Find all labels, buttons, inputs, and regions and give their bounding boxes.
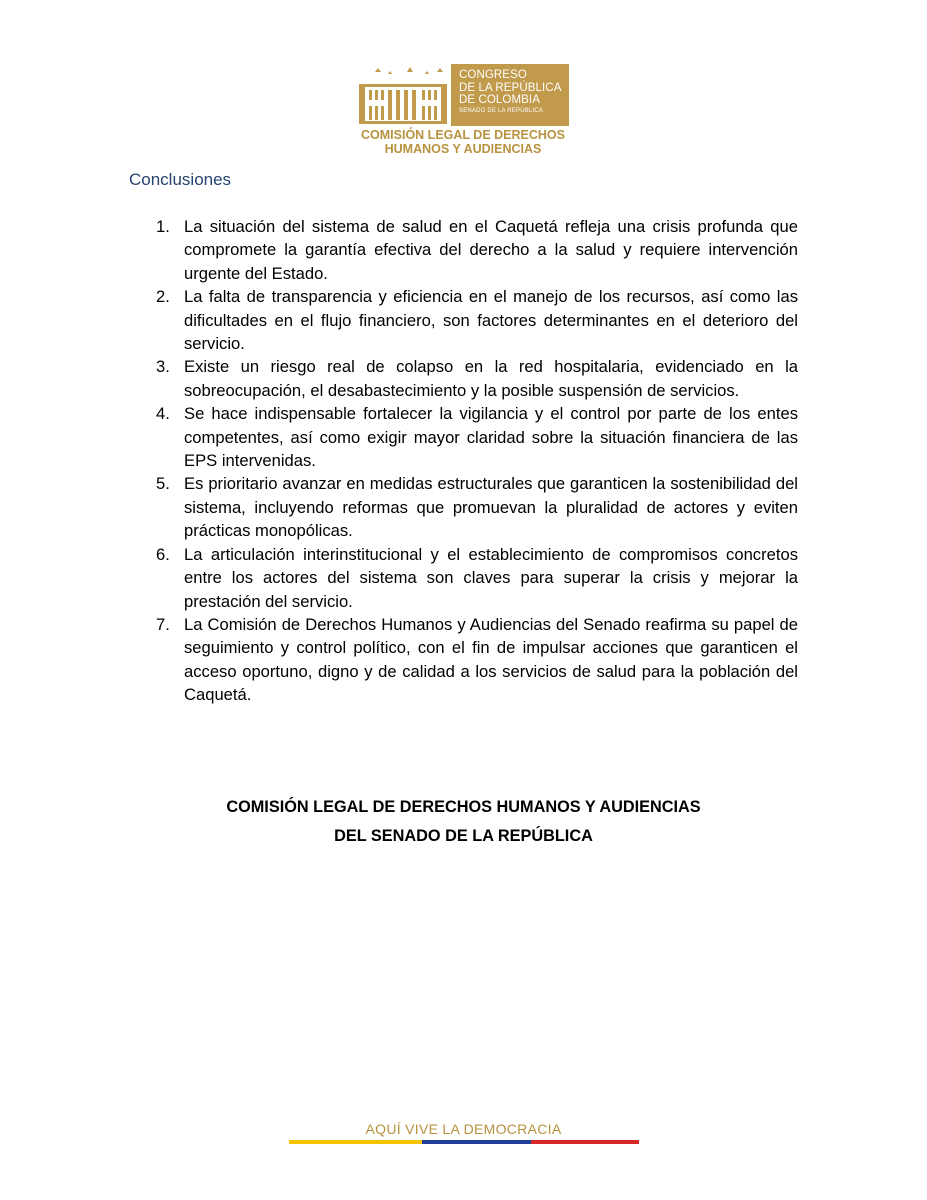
list-item bbox=[150, 215, 798, 285]
commission-line: COMISIÓN LEGAL DE DERECHOS bbox=[361, 128, 565, 142]
list-item bbox=[150, 472, 798, 542]
footer-slogan: AQUÍ VIVE LA DEMOCRACIA bbox=[365, 1121, 562, 1137]
logo-line: SENADO DE LA REPÚBLICA bbox=[459, 107, 544, 114]
list-item bbox=[150, 543, 798, 613]
signature-line: DEL SENADO DE LA REPÚBLICA bbox=[334, 827, 593, 845]
flag-stripe bbox=[289, 1140, 639, 1144]
logo-line: DE LA REPÚBLICA bbox=[459, 81, 562, 94]
item-number: 7. bbox=[156, 614, 170, 634]
item-text: Es prioritario avanzar en medidas estructurales que garanticen la sostenibilidad del sistema, incluyendo reformas que promuevan la pluralidad de actores y eviten prácticas monopólicas. bbox=[184, 474, 798, 541]
item-text: Existe un riesgo real de colapso en la red hospitalaria, evidenciado en la sobreocupación, el desabastecimiento y la posible suspensión de servicios. bbox=[184, 357, 798, 400]
item-text: La falta de transparencia y eficiencia en el manejo de los recursos, así como las dificultades en el flujo financiero, son factores determinantes en el deterioro del servicio. bbox=[184, 287, 798, 354]
commission-name bbox=[355, 128, 571, 156]
congress-name-box bbox=[451, 64, 569, 126]
commission-line: HUMANOS Y AUDIENCIAS bbox=[384, 142, 542, 156]
list-item bbox=[150, 285, 798, 355]
signature-line: COMISIÓN LEGAL DE DERECHOS HUMANOS Y AUDIENCIAS bbox=[226, 798, 701, 816]
item-number: 2. bbox=[156, 287, 170, 307]
flag-red bbox=[531, 1140, 640, 1144]
capitol-seal-icon bbox=[355, 64, 451, 126]
conclusions-list bbox=[150, 215, 798, 707]
item-text: La situación del sistema de salud en el Caquetá refleja una crisis profunda que compromete la garantía efectiva del derecho a la salud y requiere intervención urgente del Estado. bbox=[184, 217, 798, 283]
flag-yellow bbox=[289, 1140, 422, 1144]
item-text: Se hace indispensable fortalecer la vigilancia y el control por parte de los entes competentes, así como exigir mayor claridad sobre la situación financiera de las EPS intervenidas. bbox=[184, 404, 798, 471]
list-item bbox=[150, 613, 798, 707]
logo-line: CONGRESO bbox=[459, 69, 527, 81]
header-logo bbox=[355, 62, 571, 157]
list-item bbox=[150, 402, 798, 472]
list-item bbox=[150, 355, 798, 402]
item-text: La Comisión de Derechos Humanos y Audiencias del Senado reafirma su papel de seguimiento y control político, con el fin de impulsar acciones que garanticen el acceso oportuno, digno y de calidad a los servicios de salud para la población del Caquetá. bbox=[184, 614, 798, 705]
item-number: 4. bbox=[156, 404, 170, 424]
item-number: 3. bbox=[156, 357, 170, 377]
flag-blue bbox=[422, 1140, 531, 1144]
item-number: 6. bbox=[156, 544, 170, 564]
signature-block bbox=[0, 793, 927, 851]
logo-line: DE COLOMBIA bbox=[459, 94, 540, 106]
section-heading: Conclusiones bbox=[129, 170, 232, 189]
item-number: 5. bbox=[156, 474, 170, 494]
item-text: La articulación interinstitucional y el establecimiento de compromisos concretos entre los actores del sistema son claves para superar la crisis y mejorar la prestación del servicio. bbox=[184, 544, 798, 611]
item-number: 1. bbox=[156, 217, 170, 236]
